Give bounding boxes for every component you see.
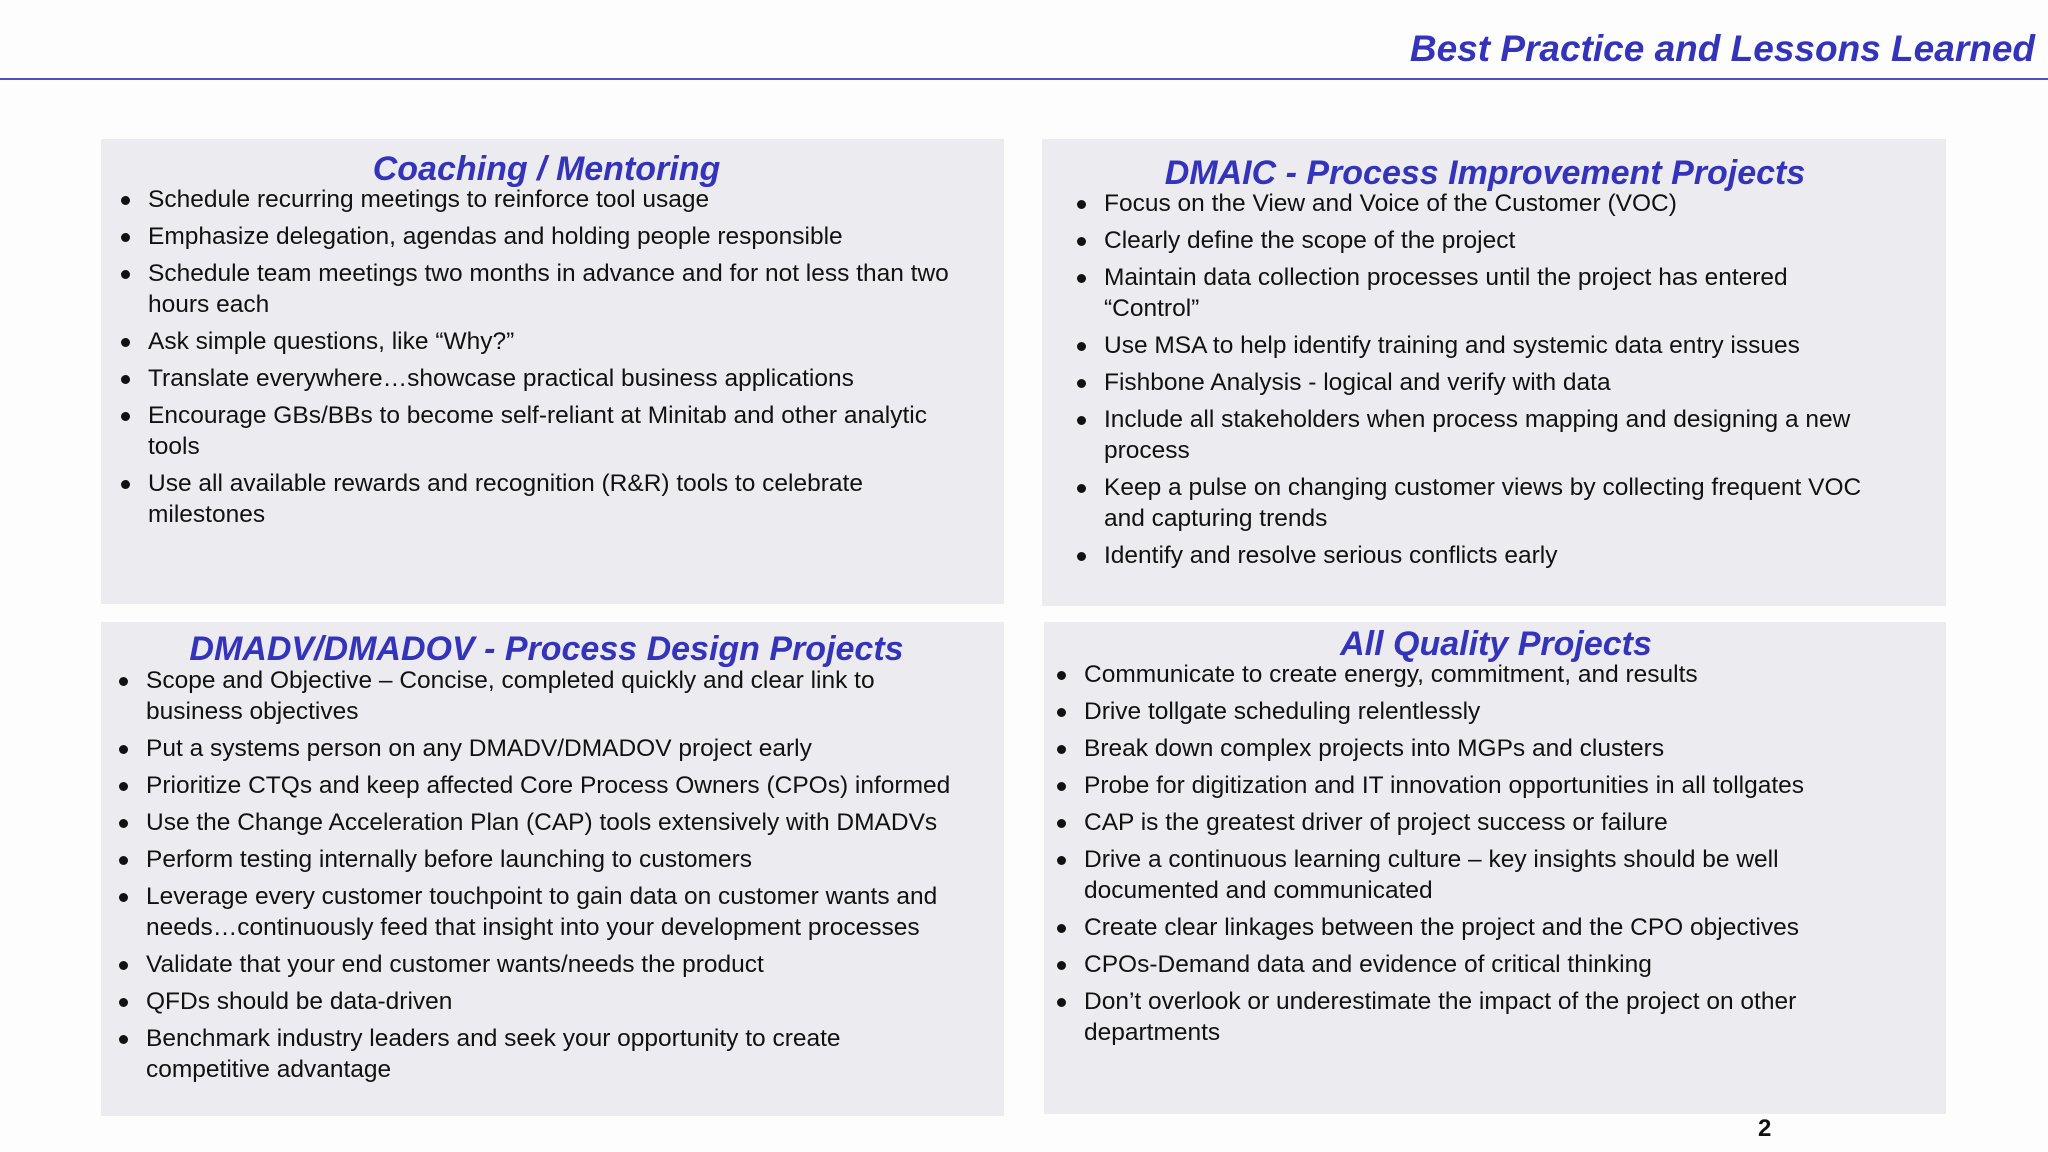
bullet-line: milestones: [148, 501, 266, 528]
title-divider: [0, 78, 2048, 80]
bullet-line: tools: [148, 433, 200, 460]
bullet-item: [1084, 696, 1946, 727]
bullet-line: Include all stakeholders when process mapping and designing a new: [1104, 406, 1851, 433]
bullet-line: Translate everywhere…showcase practical business applications: [148, 365, 854, 392]
bullet-line: Perform testing internally before launching to customers: [146, 846, 752, 873]
bullet-item: [148, 400, 1004, 462]
bullet-line: competitive advantage: [146, 1056, 392, 1083]
bullet-line: QFDs should be data-driven: [146, 988, 453, 1015]
bullet-item: [146, 1023, 1004, 1085]
bullet-list: [146, 665, 1004, 1085]
bullet-item: [1084, 733, 1946, 764]
bullet-item: [1104, 330, 1946, 361]
slide-title: Best Practice and Lessons Learned: [1409, 28, 2035, 69]
bullet-line: needs…continuously feed that insight into your development processes: [146, 914, 920, 941]
bullet-item: [146, 733, 1004, 764]
bullet-line: CAP is the greatest driver of project success or failure: [1084, 809, 1668, 836]
bullet-line: Communicate to create energy, commitment, and results: [1084, 661, 1698, 688]
all-quality-panel: [1044, 622, 1946, 1114]
bullet-item: [1104, 225, 1946, 256]
bullet-item: [148, 468, 1004, 530]
bullet-item: [1084, 949, 1946, 980]
bullet-line: Emphasize delegation, agendas and holding people responsible: [148, 223, 843, 250]
bullet-line: Maintain data collection processes until the project has entered: [1104, 264, 1788, 291]
bullet-line: Ask simple questions, like “Why?”: [148, 328, 515, 355]
bullet-item: [1084, 986, 1946, 1048]
bullet-line: Focus on the View and Voice of the Customer (VOC): [1104, 190, 1677, 217]
bullet-line: Use the Change Acceleration Plan (CAP) tools extensively with DMADVs: [146, 809, 938, 836]
bullet-item: [1104, 188, 1946, 219]
bullet-line: Drive a continuous learning culture – key insights should be well: [1084, 846, 1779, 873]
bullet-item: [1084, 807, 1946, 838]
bullet-item: [148, 184, 1004, 215]
bullet-line: Leverage every customer touchpoint to gain data on customer wants and: [146, 883, 938, 910]
bullet-line: CPOs-Demand data and evidence of critical thinking: [1084, 951, 1652, 978]
bullet-line: Probe for digitization and IT innovation opportunities in all tollgates: [1084, 772, 1805, 799]
bullet-line: process: [1104, 437, 1190, 464]
bullet-item: [148, 363, 1004, 394]
bullet-line: Use MSA to help identify training and systemic data entry issues: [1104, 332, 1800, 359]
bullet-line: Clearly define the scope of the project: [1104, 227, 1516, 254]
bullet-line: Break down complex projects into MGPs and clusters: [1084, 735, 1665, 762]
bullet-line: documented and communicated: [1084, 877, 1433, 904]
bullet-line: Encourage GBs/BBs to become self-reliant at Minitab and other analytic: [148, 402, 927, 429]
bullet-line: Validate that your end customer wants/needs the product: [146, 951, 764, 978]
bullet-item: [1104, 540, 1946, 571]
bullet-line: departments: [1084, 1019, 1221, 1046]
panel-heading: DMAIC - Process Improvement Projects: [1164, 154, 1806, 192]
bullet-list: [148, 184, 1004, 530]
bullet-item: [148, 221, 1004, 252]
bullet-line: Drive tollgate scheduling relentlessly: [1084, 698, 1481, 725]
bullet-item: [148, 258, 1004, 320]
bullet-line: Create clear linkages between the project and the CPO objectives: [1084, 914, 1799, 941]
panel-heading: Coaching / Mentoring: [372, 150, 721, 188]
bullet-item: [1104, 472, 1946, 534]
bullet-item: [1104, 404, 1946, 466]
bullet-list: [1104, 188, 1946, 571]
bullet-line: hours each: [148, 291, 270, 318]
bullet-item: [1084, 912, 1946, 943]
bullet-item: [146, 949, 1004, 980]
bullet-item: [1104, 367, 1946, 398]
bullet-item: [146, 665, 1004, 727]
bullet-line: business objectives: [146, 698, 359, 725]
bullet-line: “Control”: [1104, 295, 1200, 322]
bullet-line: Schedule team meetings two months in advance and for not less than two: [148, 260, 949, 287]
page-number: 2: [1758, 1115, 1772, 1142]
bullet-line: Fishbone Analysis - logical and verify with data: [1104, 369, 1611, 396]
bullet-line: Schedule recurring meetings to reinforce tool usage: [148, 186, 710, 213]
bullet-item: [148, 326, 1004, 357]
bullet-item: [146, 881, 1004, 943]
bullet-line: Keep a pulse on changing customer views by collecting frequent VOC: [1104, 474, 1862, 501]
dmaic-panel: [1042, 139, 1946, 606]
bullet-item: [1084, 770, 1946, 801]
bullet-item: [1084, 844, 1946, 906]
panel-heading: All Quality Projects: [1340, 625, 1652, 663]
bullet-line: Prioritize CTQs and keep affected Core Process Owners (CPOs) informed: [146, 772, 951, 799]
bullet-list: [1084, 659, 1946, 1048]
bullet-item: [146, 986, 1004, 1017]
bullet-item: [146, 807, 1004, 838]
dmadv-panel: [101, 622, 1004, 1116]
bullet-item: [146, 770, 1004, 801]
bullet-item: [146, 844, 1004, 875]
bullet-item: [1084, 659, 1946, 690]
bullet-line: Scope and Objective – Concise, completed quickly and clear link to: [146, 667, 875, 694]
bullet-line: Identify and resolve serious conflicts early: [1104, 542, 1558, 569]
panel-heading: DMADV/DMADOV - Process Design Projects: [189, 630, 904, 668]
bullet-line: and capturing trends: [1104, 505, 1328, 532]
bullet-line: Don’t overlook or underestimate the impact of the project on other: [1084, 988, 1797, 1015]
bullet-item: [1104, 262, 1946, 324]
coaching-mentoring-panel: [101, 139, 1004, 604]
bullet-line: Use all available rewards and recognition (R&R) tools to celebrate: [148, 470, 863, 497]
bullet-line: Put a systems person on any DMADV/DMADOV project early: [146, 735, 812, 762]
bullet-line: Benchmark industry leaders and seek your opportunity to create: [146, 1025, 841, 1052]
